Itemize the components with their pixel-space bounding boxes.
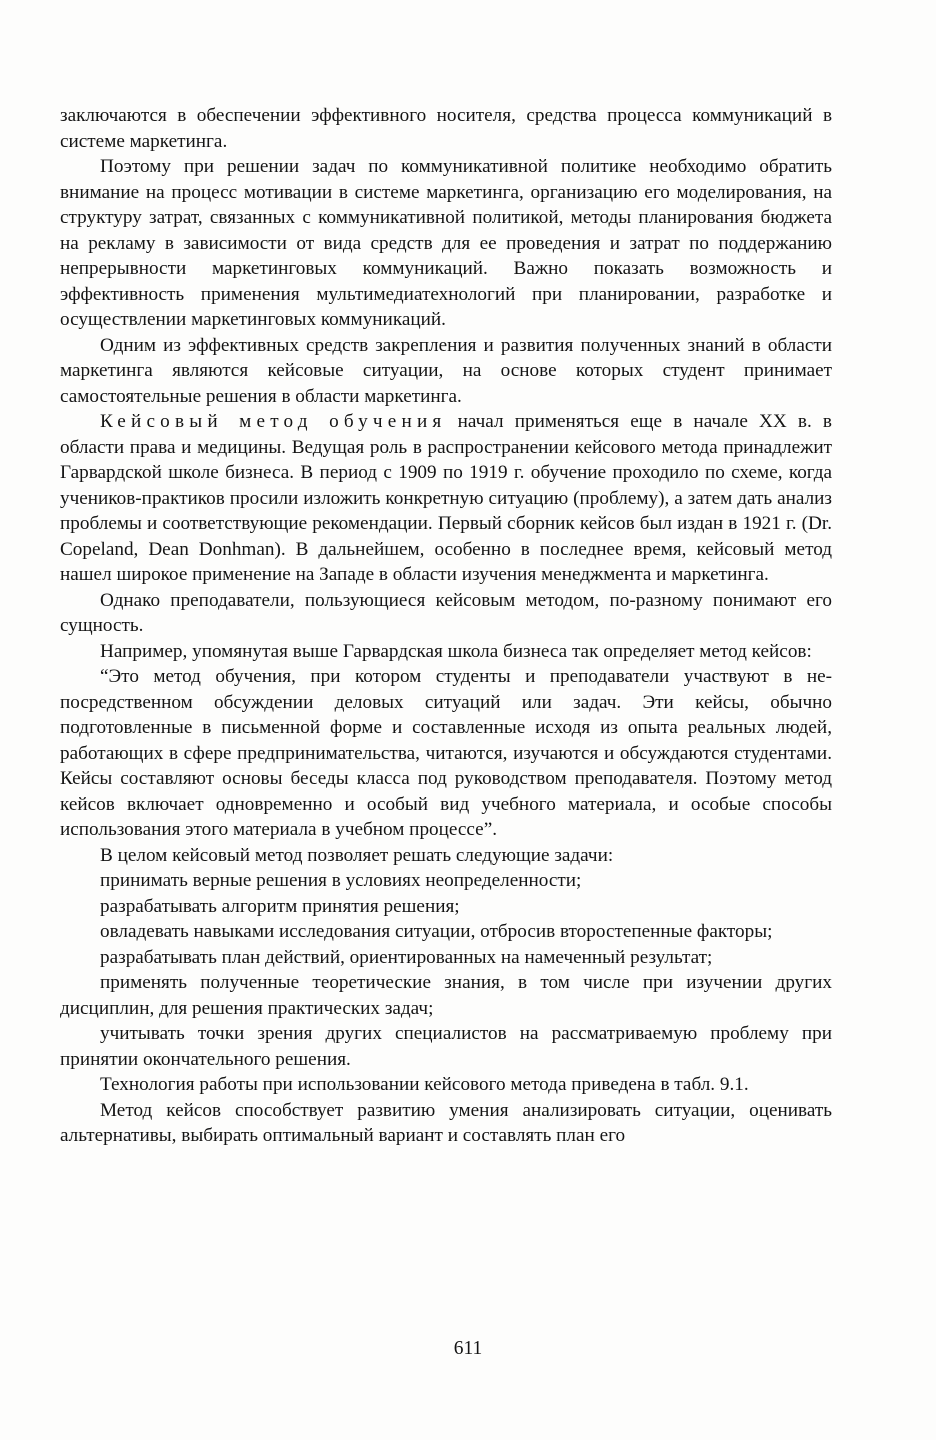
- paragraph: Однако преподаватели, пользующиеся кейсовым методом, по-разному понимают его сущность.: [60, 589, 832, 636]
- list-item: принимать верные решения в условиях неопределенности;: [100, 870, 582, 891]
- paragraph: Поэтому при решении задач по коммуникативной политике необходимо обратить внимание на процесс мотивации в системе маркетинга, организацию его моделирования, на структуру затрат, связанных с коммуникативной политикой, методы планирования бюджета на рекламу в зависимости от вида средств для ее проведения и затрат по поддержанию непрерывности маркетинговых коммуникаций. Важно показать возможность и эффективность применения мультимедиатехнологий при планировании, разработке и осуществлении маркетинговых коммуникаций.: [60, 156, 832, 330]
- paragraph: Одним из эффективных средств закрепления и развития полученных знаний в области маркетинга являются кейсовые ситуации, на основе которых студент принимает самостоятельные решения в области маркетинга.: [60, 334, 832, 407]
- list-item: учитывать точки зрения других специалистов на рассматриваемую проблему при принятии окончательного решения.: [60, 1023, 832, 1070]
- list-item: разрабатывать алгоритм принятия решения;: [100, 895, 460, 917]
- spaced-term: Кейсовый метод обучения: [100, 411, 447, 432]
- paragraph: В целом кейсовый метод позволяет решать следующие задачи:: [100, 844, 614, 866]
- body-text: [60, 103, 832, 1149]
- list-item: овладевать навыками исследования ситуации, отбросив второстепенные факторы;: [100, 921, 773, 942]
- paragraph: Например, упомянутая выше Гарвардская школа бизнеса так определяет метод кейсов:: [100, 640, 812, 662]
- paragraph: Метод кейсов способствует развитию умения анализировать ситуации, оценивать альтернативы, выбирать оптимальный вариант и составлять план его: [60, 1099, 832, 1146]
- list-item: разрабатывать план действий, ориентированных на намеченный результат;: [100, 946, 713, 968]
- paragraph: Технология работы при использовании кейсового метода приведена в табл. 9.1.: [100, 1074, 749, 1095]
- quote-paragraph: “Это метод обучения, при котором студенты и преподаватели участвуют в непосредственном обсуждении деловых ситуаций или задач. Эти кейсы, обычно подготовленные в письменной форме и составленные исходя из опыта реальных людей, работающих в сфере предпринимательства, читаются, изучаются и обсуждаются студентами. Кейсы составляют основы беседы класса под руководством преподавателя. Поэтому метод кейсов включает одновременно и особый вид учебного материала, и особые способы использования этого материала в учебном процессе”.: [60, 666, 832, 840]
- list-item: применять полученные теоретические знания, в том числе при изучении других дисциплин, для решения практических задач;: [60, 972, 832, 1019]
- paragraph: [60, 409, 832, 588]
- paragraph-text: начал применяться еще в начале XX в. в области права и медицины. Ведущая роль в распространении кейсового метода принадлежит Гарвардской школе бизнеса. В период с 1909 по 1919 г. обучение проходило по схеме, когда учеников-практиков просили изложить конкретную ситуацию (проблему), а затем дать анализ проблемы и соответствующие рекомендации. Первый сборник кейсов был издан в 1921 г. (Dr. Copeland, Dean Donhman). В дальнейшем, особенно в последнее время, кейсовый метод нашел широкое применение на Западе в области изучения менеджмента и маркетинга.: [60, 411, 832, 585]
- paragraph: заключаются в обеспечении эффективного носителя, средства процесса коммуникаций в системе маркетинга.: [60, 105, 832, 152]
- page-number: 611: [453, 1338, 483, 1359]
